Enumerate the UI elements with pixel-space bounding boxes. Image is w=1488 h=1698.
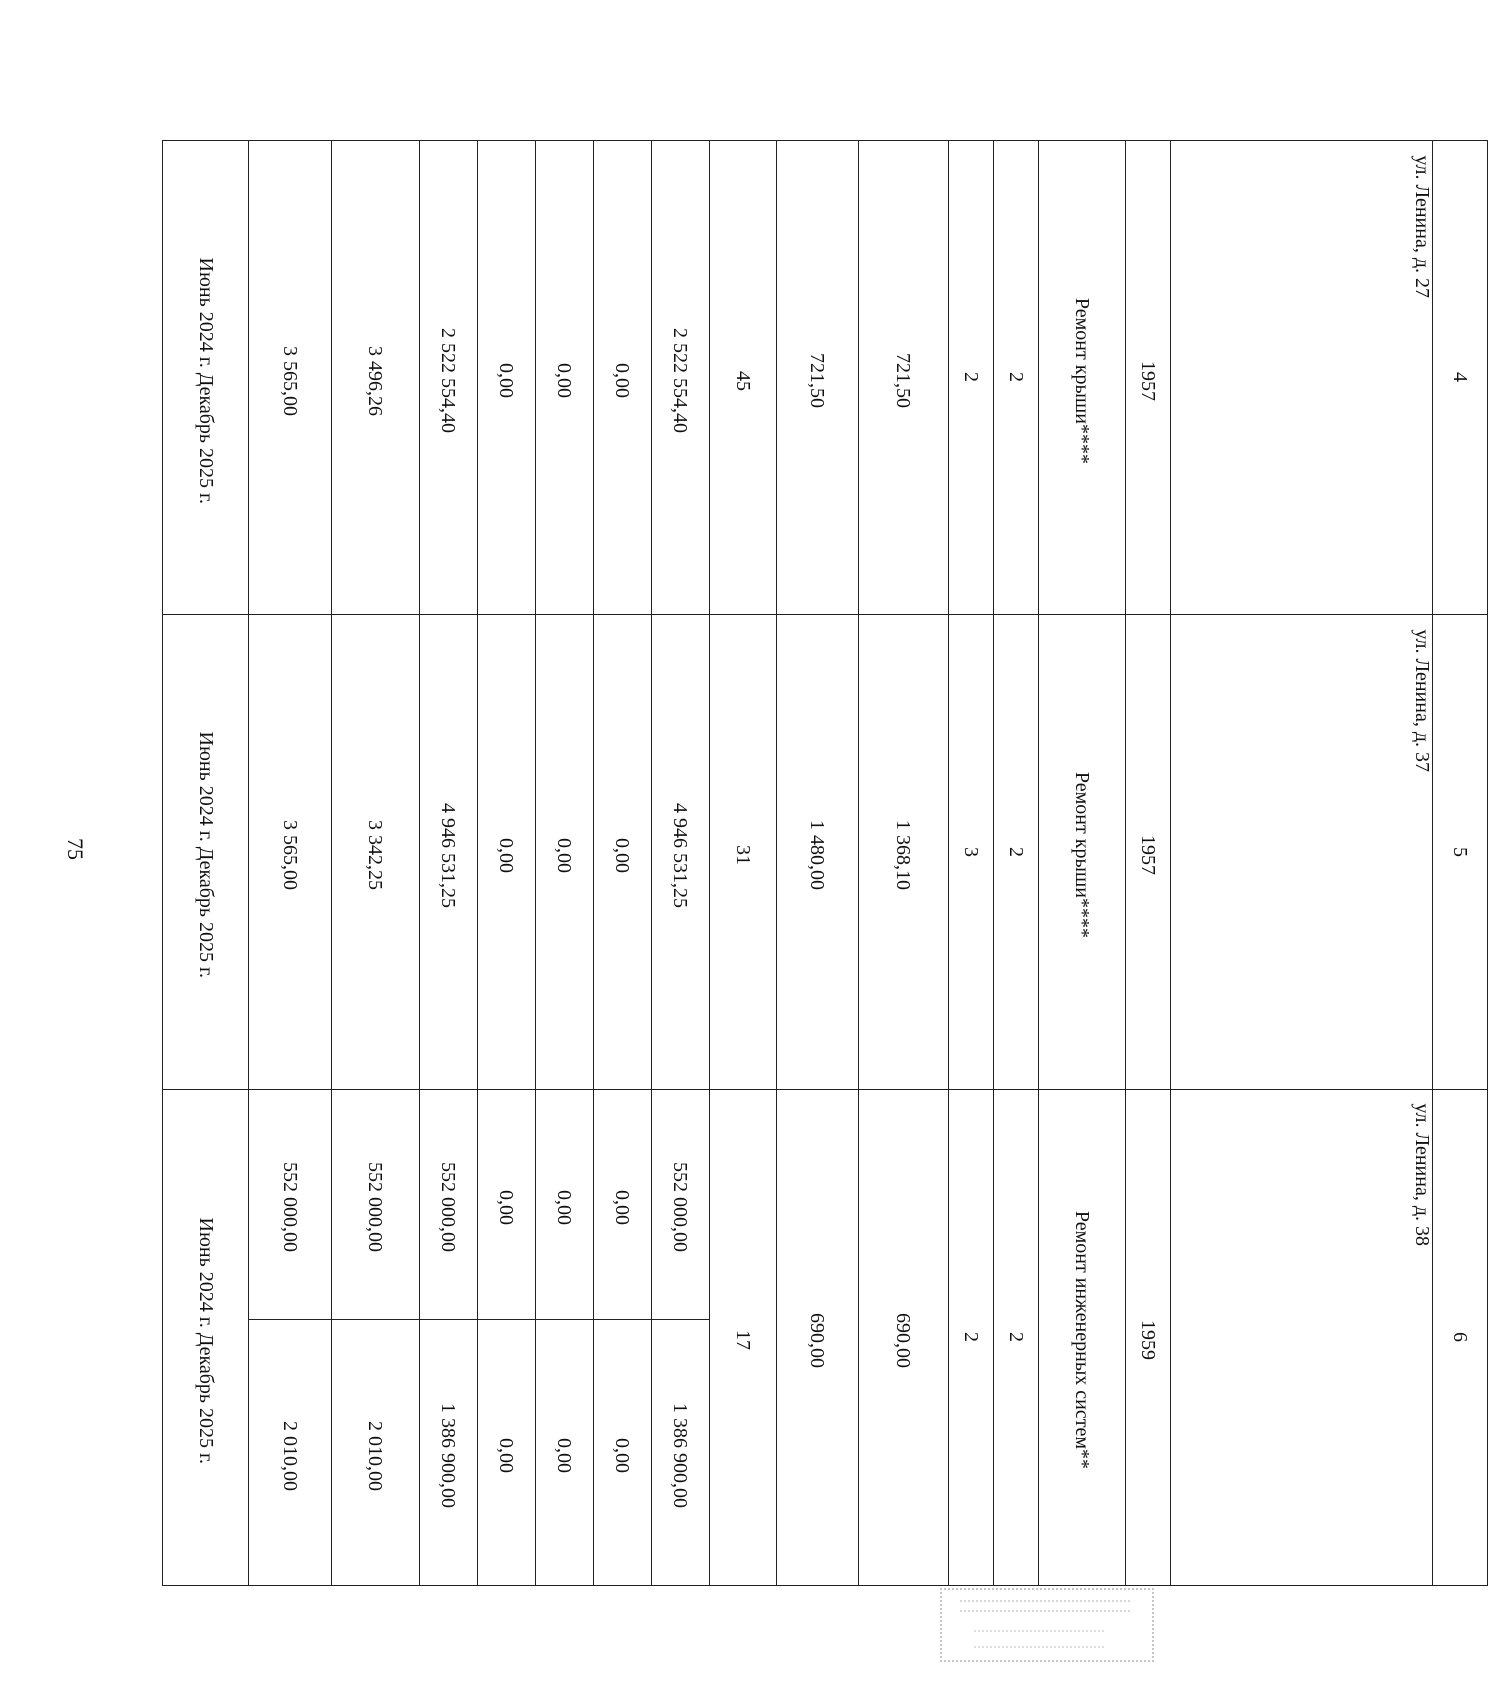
col5-cell: 2: [994, 141, 1039, 615]
col5-cell: 2: [994, 1089, 1039, 1585]
repair-program-table: [162, 140, 1488, 1586]
max-cost-cell: 552 000,00: [249, 1089, 332, 1319]
fund-a-cell: 0,00: [594, 1089, 652, 1319]
cost-total-cell: 4 946 531,25: [652, 615, 710, 1089]
cost-total-cell: 1 386 900,00: [652, 1320, 710, 1586]
count-cell: 45: [710, 141, 777, 615]
fund-c-cell: 0,00: [478, 1089, 536, 1319]
fund-b-cell: 0,00: [536, 1089, 594, 1319]
cost-owners-cell: 2 522 554,40: [420, 141, 478, 615]
page-number: 75: [63, 838, 88, 860]
max-cost-cell: 2 010,00: [249, 1320, 332, 1586]
address-cell: ул. Ленина, д. 37: [1171, 615, 1433, 1089]
area1-cell: 721,50: [859, 141, 949, 615]
area2-cell: 721,50: [777, 141, 859, 615]
area2-cell: 1 480,00: [777, 615, 859, 1089]
col6-cell: 3: [949, 615, 994, 1089]
fund-b-cell: 0,00: [536, 141, 594, 615]
unit-cost-cell: 3 342,25: [332, 615, 420, 1089]
cost-owners-cell: 4 946 531,25: [420, 615, 478, 1089]
col6-cell: 2: [949, 141, 994, 615]
cost-total-cell: 2 522 554,40: [652, 141, 710, 615]
table-row: [163, 141, 1488, 615]
fund-a-cell: 0,00: [594, 1320, 652, 1586]
work-type-cell: Ремонт крыши****: [1039, 141, 1126, 615]
unit-cost-cell: 2 010,00: [332, 1320, 420, 1586]
work-type-cell: Ремонт крыши****: [1039, 615, 1126, 1089]
period-cell: Июнь 2024 г. Декабрь 2025 г.: [163, 1089, 249, 1585]
row-number: 4: [1433, 141, 1488, 615]
cost-total-cell: 552 000,00: [652, 1089, 710, 1319]
cost-owners-cell: 552 000,00: [420, 1089, 478, 1319]
area1-cell: 690,00: [859, 1089, 949, 1585]
fund-c-cell: 0,00: [478, 141, 536, 615]
address-cell: ул. Ленина, д. 27: [1171, 141, 1433, 615]
cost-owners-cell: 1 386 900,00: [420, 1320, 478, 1586]
year-cell: 1957: [1126, 141, 1171, 615]
max-cost-cell: 3 565,00: [249, 141, 332, 615]
fund-b-cell: 0,00: [536, 615, 594, 1089]
count-cell: 17: [710, 1089, 777, 1585]
max-cost-cell: 3 565,00: [249, 615, 332, 1089]
work-type-cell: Ремонт инженерных систем**: [1039, 1089, 1126, 1585]
table-row: [163, 1320, 1488, 1586]
period-cell: Июнь 2024 г. Декабрь 2025 г.: [163, 615, 249, 1089]
fund-a-cell: 0,00: [594, 141, 652, 615]
area2-cell: 690,00: [777, 1089, 859, 1585]
area1-cell: 1 368,10: [859, 615, 949, 1089]
row-number: 6: [1433, 1089, 1488, 1585]
col6-cell: 2: [949, 1089, 994, 1585]
fund-b-cell: 0,00: [536, 1320, 594, 1586]
fund-c-cell: 0,00: [478, 1320, 536, 1586]
address-cell: ул. Ленина, д. 38: [1171, 1089, 1433, 1585]
year-cell: 1957: [1126, 615, 1171, 1089]
fund-a-cell: 0,00: [594, 615, 652, 1089]
fund-c-cell: 0,00: [478, 615, 536, 1089]
table-row: [163, 615, 1488, 1089]
col5-cell: 2: [994, 615, 1039, 1089]
unit-cost-cell: 552 000,00: [332, 1089, 420, 1319]
period-cell: Июнь 2024 г. Декабрь 2025 г.: [163, 141, 249, 615]
unit-cost-cell: 3 496,26: [332, 141, 420, 615]
row-number: 5: [1433, 615, 1488, 1089]
faded-stamp: [940, 1588, 1154, 1662]
count-cell: 31: [710, 615, 777, 1089]
year-cell: 1959: [1126, 1089, 1171, 1585]
